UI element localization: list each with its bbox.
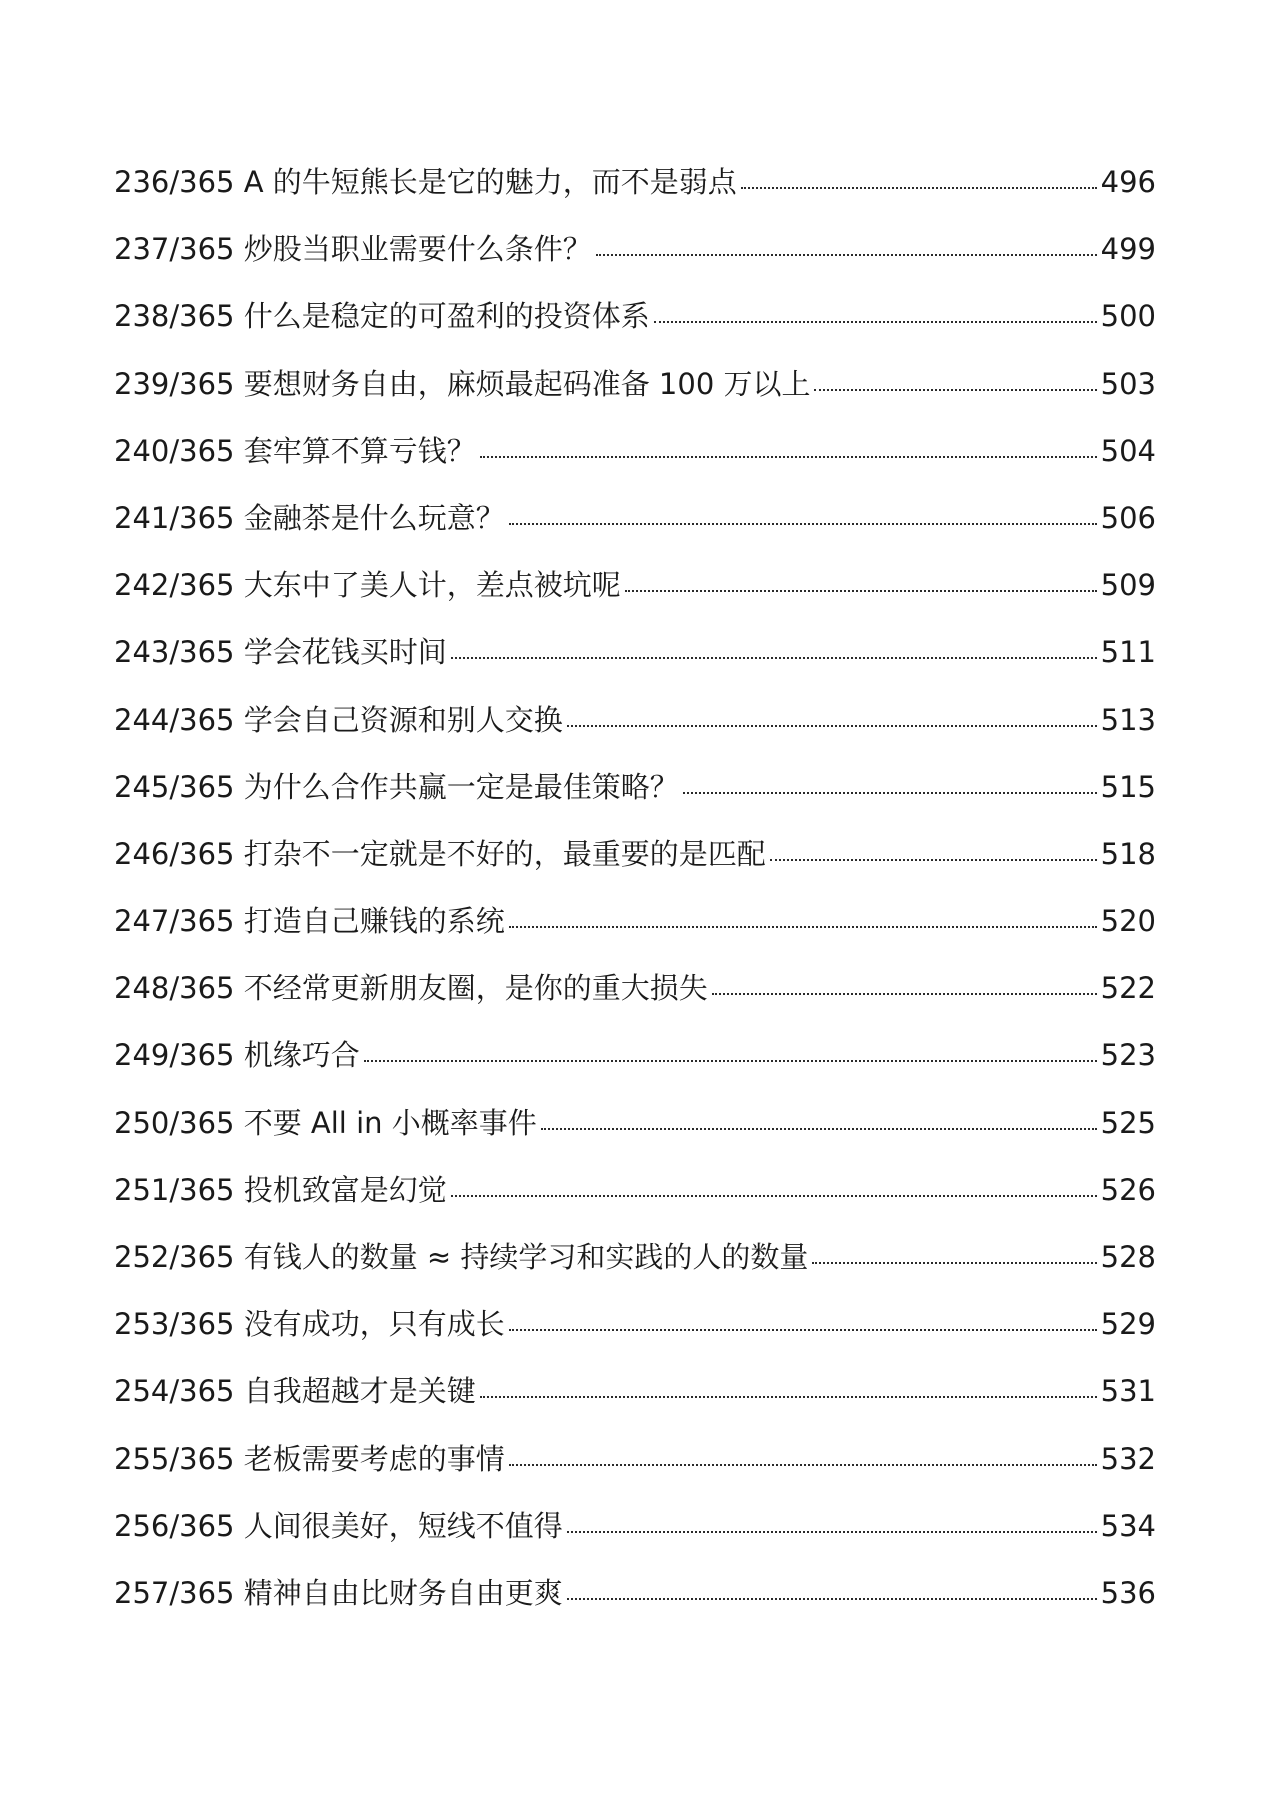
entry-page-number: 526 (1100, 1172, 1156, 1207)
dot-leader (541, 1128, 1097, 1130)
entry-title: 249/365 机缘巧合 (114, 1038, 360, 1073)
toc-entry[interactable] (114, 630, 1156, 697)
toc-entry[interactable] (114, 1571, 1156, 1638)
dot-leader (480, 456, 1097, 458)
toc-entry[interactable] (114, 832, 1156, 899)
entry-page-number: 500 (1100, 299, 1156, 334)
entry-page-number: 518 (1100, 836, 1156, 871)
toc-entry[interactable] (114, 1235, 1156, 1302)
entry-page-number: 496 (1100, 165, 1156, 199)
entry-page-number: 525 (1100, 1105, 1156, 1140)
entry-page-number: 536 (1100, 1575, 1156, 1610)
entry-page-number: 504 (1100, 433, 1156, 468)
dot-leader (712, 993, 1097, 995)
toc-entry[interactable] (114, 1504, 1156, 1571)
entry-page-number: 528 (1100, 1240, 1156, 1274)
toc-entry[interactable] (114, 362, 1156, 429)
toc-entry[interactable] (114, 1437, 1156, 1504)
entry-page-number: 534 (1100, 1508, 1156, 1543)
toc-entry[interactable] (114, 294, 1156, 361)
entry-page-number: 513 (1100, 702, 1156, 737)
entry-title: 245/365 为什么合作共赢一定是最佳策略？ (114, 769, 679, 804)
entry-page-number: 522 (1100, 971, 1156, 1006)
dot-leader (567, 725, 1097, 727)
entry-page-number: 523 (1100, 1038, 1156, 1073)
toc-entry[interactable] (114, 966, 1156, 1033)
entry-title: 255/365 老板需要考虑的事情 (114, 1441, 505, 1476)
entry-title: 256/365 人间很美好，短线不值得 (114, 1508, 563, 1543)
toc-entry[interactable] (114, 698, 1156, 765)
entry-title: 247/365 打造自己赚钱的系统 (114, 904, 505, 939)
toc-entry[interactable] (114, 1369, 1156, 1436)
dot-leader (770, 859, 1097, 861)
toc-entry[interactable] (114, 160, 1156, 227)
dot-leader (509, 1464, 1097, 1466)
dot-leader (625, 590, 1097, 592)
dot-leader (567, 1531, 1097, 1533)
entry-title: 246/365 打杂不一定就是不好的，最重要的是匹配 (114, 836, 766, 871)
entry-title: 252/365 有钱人的数量 ≈ 持续学习和实践的人的数量 (114, 1240, 809, 1274)
entry-title: 254/365 自我超越才是关键 (114, 1374, 476, 1409)
entry-page-number: 532 (1100, 1441, 1156, 1476)
dot-leader (741, 187, 1097, 189)
toc-entry[interactable] (114, 227, 1156, 294)
dot-leader (451, 657, 1097, 659)
toc-entry[interactable] (114, 563, 1156, 630)
entry-title: 244/365 学会自己资源和别人交换 (114, 702, 563, 737)
dot-leader (509, 523, 1097, 525)
dot-leader (480, 1396, 1097, 1398)
toc-entry[interactable] (114, 1033, 1156, 1100)
toc-entry[interactable] (114, 496, 1156, 563)
entry-title: 253/365 没有成功，只有成长 (114, 1307, 505, 1342)
dot-leader (451, 1195, 1097, 1197)
entry-title: 250/365 不要 All in 小概率事件 (114, 1105, 537, 1140)
entry-page-number: 529 (1100, 1307, 1156, 1342)
entry-page-number: 509 (1100, 568, 1156, 603)
entry-title: 257/365 精神自由比财务自由更爽 (114, 1575, 563, 1610)
dot-leader (567, 1598, 1097, 1600)
entry-page-number: 499 (1100, 232, 1156, 267)
entry-page-number: 506 (1100, 500, 1156, 535)
entry-title: 241/365 金融茶是什么玩意？ (114, 500, 505, 535)
toc-entry[interactable] (114, 1168, 1156, 1235)
entry-page-number: 515 (1100, 769, 1156, 804)
entry-title: 240/365 套牢算不算亏钱？ (114, 433, 476, 468)
entry-page-number: 511 (1100, 635, 1156, 670)
toc-entry[interactable] (114, 1101, 1156, 1168)
toc-entry[interactable] (114, 899, 1156, 966)
toc-entry[interactable] (114, 1302, 1156, 1369)
dot-leader (812, 1262, 1096, 1264)
dot-leader (596, 254, 1097, 256)
toc-entry[interactable] (114, 429, 1156, 496)
entry-title: 248/365 不经常更新朋友圈，是你的重大损失 (114, 971, 708, 1006)
entry-page-number: 520 (1100, 904, 1156, 939)
entry-title: 236/365 A 的牛短熊长是它的魅力，而不是弱点 (114, 165, 737, 199)
entry-title: 238/365 什么是稳定的可盈利的投资体系 (114, 299, 650, 334)
entry-title: 243/365 学会花钱买时间 (114, 635, 447, 670)
entry-title: 251/365 投机致富是幻觉 (114, 1172, 447, 1207)
dot-leader (509, 926, 1097, 928)
dot-leader (814, 389, 1096, 391)
table-of-contents (114, 160, 1156, 1638)
entry-title: 239/365 要想财务自由，麻烦最起码准备 100 万以上 (114, 366, 811, 401)
entry-page-number: 503 (1100, 366, 1156, 401)
entry-title: 242/365 大东中了美人计，差点被坑呢 (114, 568, 621, 603)
dot-leader (509, 1329, 1097, 1331)
dot-leader (364, 1060, 1097, 1062)
dot-leader (683, 792, 1097, 794)
entry-title: 237/365 炒股当职业需要什么条件？ (114, 232, 592, 267)
entry-page-number: 531 (1100, 1374, 1156, 1409)
toc-entry[interactable] (114, 765, 1156, 832)
dot-leader (654, 321, 1097, 323)
